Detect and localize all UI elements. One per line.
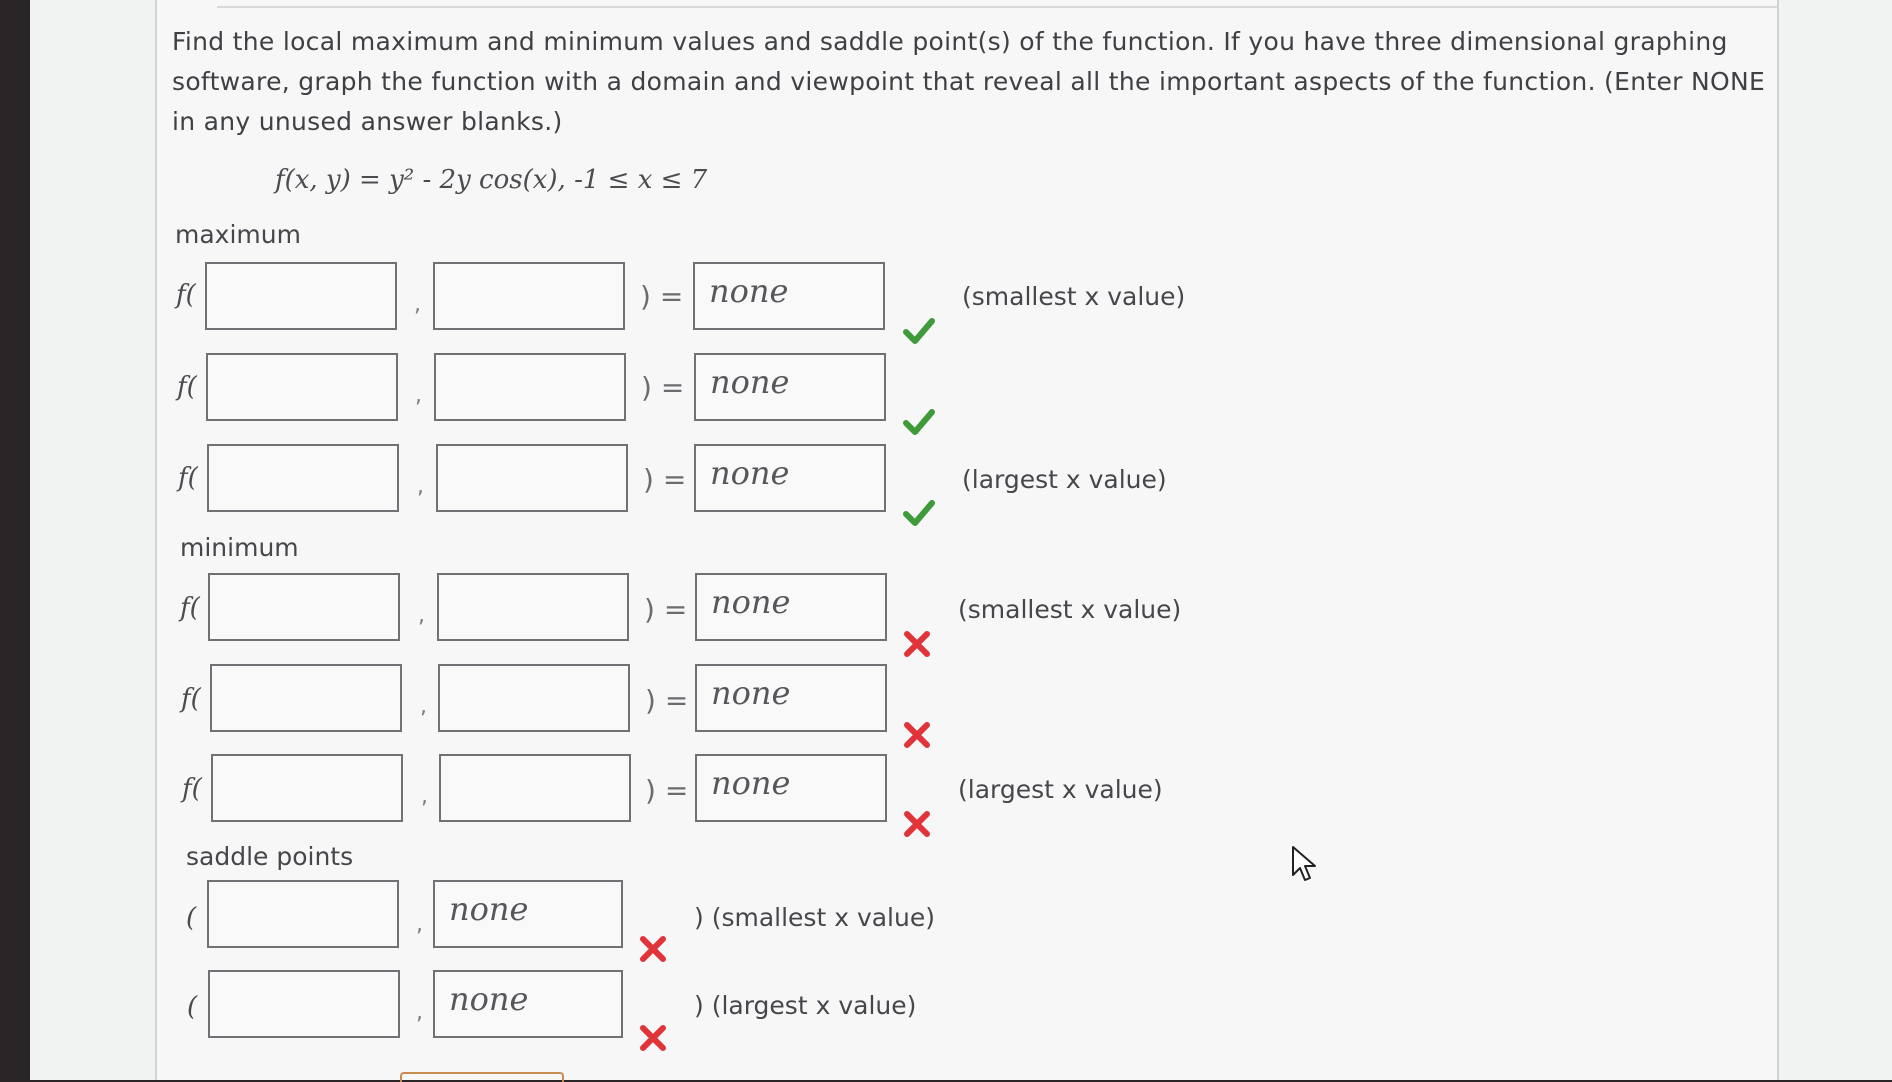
minimum-label: minimum [180, 533, 299, 562]
min-2-value-text: none [711, 674, 791, 712]
comma: , [420, 694, 427, 719]
min-2-x-input[interactable] [210, 664, 402, 732]
f-open-label: f( [177, 372, 197, 402]
f-open-label: f( [182, 774, 202, 804]
comma: , [414, 292, 421, 317]
comma: , [421, 784, 428, 809]
close-equals: ) = [641, 371, 685, 404]
bottom-button-edge[interactable] [400, 1072, 564, 1082]
question-line-3: in any unused answer blanks.) [172, 107, 563, 136]
paren-open-label: ( [187, 992, 198, 1022]
max-1-value-text: none [709, 272, 789, 310]
saddle-2-x-input[interactable] [208, 970, 400, 1038]
comma: , [416, 1000, 423, 1025]
comma: , [416, 912, 423, 937]
max-2-y-input[interactable] [434, 353, 626, 421]
question-line-1: Find the local maximum and minimum values and saddle point(s) of the function. If you have three dimensional graphing [172, 27, 1728, 56]
cross-icon [900, 718, 934, 752]
f-open-label: f( [181, 684, 201, 714]
min-3-x-input[interactable] [211, 754, 403, 822]
min-3-value-input[interactable] [695, 754, 887, 822]
close-equals: ) = [645, 684, 689, 717]
close-equals: ) = [640, 280, 684, 313]
largest-x-note: (largest x value) [958, 775, 1163, 804]
max-3-x-input[interactable] [207, 444, 399, 512]
max-2-x-input[interactable] [206, 353, 398, 421]
max-1-value-input[interactable] [693, 262, 885, 330]
max-2-value-input[interactable] [694, 353, 886, 421]
maximum-label: maximum [175, 220, 301, 249]
min-1-y-input[interactable] [437, 573, 629, 641]
saddle-2-close-note: ) (largest x value) [694, 991, 917, 1020]
max-3-value-input[interactable] [694, 444, 886, 512]
check-icon [902, 496, 936, 530]
saddle-1-y-value: none [449, 890, 529, 928]
close-equals: ) = [643, 463, 687, 496]
comma: , [418, 603, 425, 628]
question-line-2: software, graph the function with a domain and viewpoint that reveal all the important aspects of the function. (Enter NONE [172, 67, 1766, 96]
smallest-x-note: (smallest x value) [958, 595, 1182, 624]
paren-open-label: ( [186, 903, 197, 933]
min-1-value-input[interactable] [695, 573, 887, 641]
cross-icon [636, 1021, 670, 1055]
saddle-1-close-note: ) (smallest x value) [694, 903, 935, 932]
min-3-y-input[interactable] [439, 754, 631, 822]
function-definition: f(x, y) = y² - 2y cos(x), -1 ≤ x ≤ 7 [275, 165, 708, 195]
cross-icon [900, 807, 934, 841]
min-1-x-input[interactable] [208, 573, 400, 641]
cross-icon [636, 932, 670, 966]
largest-x-note: (largest x value) [962, 465, 1167, 494]
min-1-value-text: none [711, 583, 791, 621]
max-3-value-text: none [710, 454, 790, 492]
saddle-1-x-input[interactable] [207, 880, 399, 948]
f-open-label: f( [176, 280, 196, 310]
saddle-points-label: saddle points [186, 842, 354, 871]
max-1-y-input[interactable] [433, 262, 625, 330]
min-3-value-text: none [711, 764, 791, 802]
top-divider [217, 0, 1777, 8]
max-1-x-input[interactable] [205, 262, 397, 330]
max-3-y-input[interactable] [436, 444, 628, 512]
saddle-2-y-value: none [449, 980, 529, 1018]
min-2-value-input[interactable] [695, 664, 887, 732]
comma: , [417, 474, 424, 499]
max-2-value-text: none [710, 363, 790, 401]
close-equals: ) = [644, 593, 688, 626]
saddle-2-y-input[interactable] [433, 970, 623, 1038]
saddle-1-y-input[interactable] [433, 880, 623, 948]
mouse-pointer-icon [1290, 845, 1320, 885]
comma: , [415, 383, 422, 408]
f-open-label: f( [180, 593, 200, 623]
close-equals: ) = [645, 774, 689, 807]
check-icon [902, 405, 936, 439]
min-2-y-input[interactable] [438, 664, 630, 732]
smallest-x-note: (smallest x value) [962, 282, 1186, 311]
check-icon [902, 314, 936, 348]
cross-icon [900, 627, 934, 661]
f-open-label: f( [178, 463, 198, 493]
